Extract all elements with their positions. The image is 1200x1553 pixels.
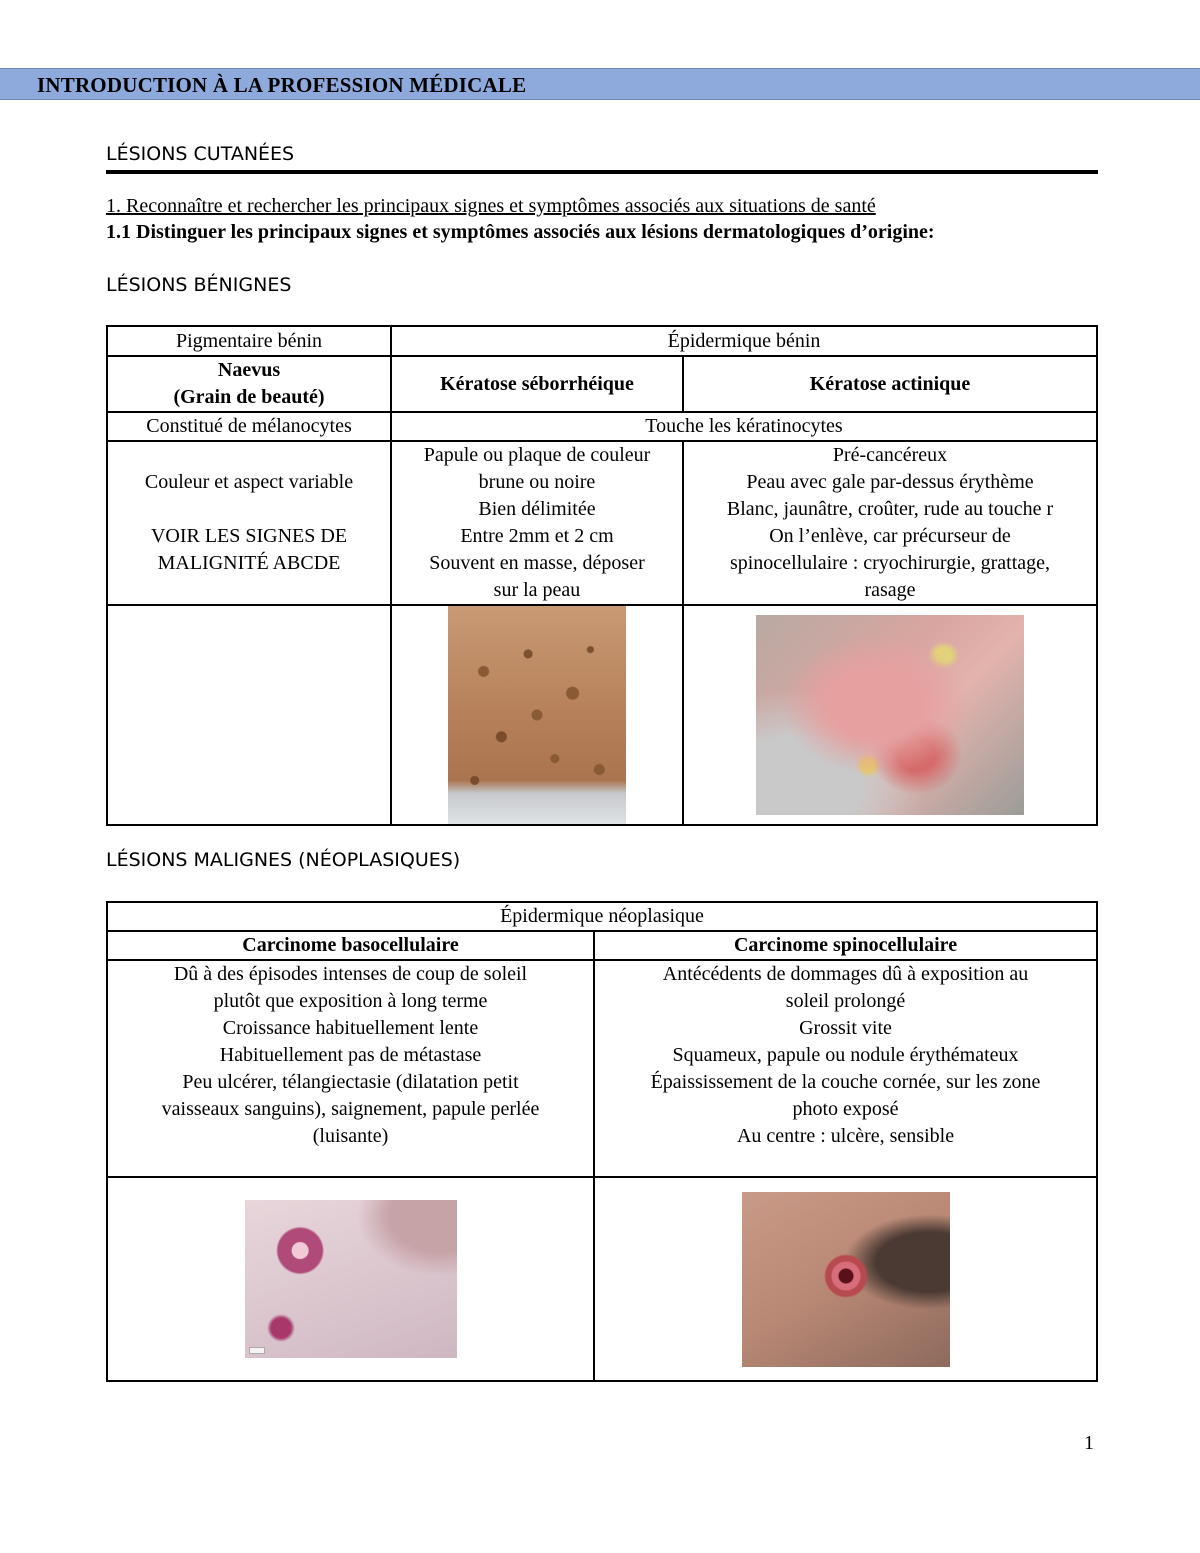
squamous-cell-carcinoma-description	[594, 960, 1097, 1177]
desc-line: sur la peau	[493, 579, 581, 601]
naevus-title: Naevus	[217, 359, 281, 381]
table-row	[107, 902, 1097, 931]
naevus-header	[107, 356, 391, 412]
basal-cell-carcinoma-header: Carcinome basocellulaire	[107, 931, 594, 960]
page-number: 1	[1084, 1432, 1094, 1454]
table-row	[107, 605, 1097, 825]
seborrheic-keratosis-photo	[448, 606, 626, 824]
naevus-subtitle: (Grain de beauté)	[173, 386, 325, 408]
objective-subline: 1.1 Distinguer les principaux signes et symptômes associés aux lésions dermatologiques d’origine:	[106, 221, 935, 243]
naevus-photo-cell	[107, 605, 391, 825]
benign-lesions-table	[106, 325, 1098, 826]
table-row	[107, 412, 1097, 441]
desc-line: Papule ou plaque de couleur	[423, 444, 651, 466]
desc-line: Squameux, papule ou nodule érythémateux	[672, 1044, 1019, 1066]
desc-line: photo exposé	[792, 1098, 899, 1120]
table-row	[107, 960, 1097, 1177]
desc-line: Au centre : ulcère, sensible	[736, 1125, 955, 1147]
table-row	[107, 1177, 1097, 1381]
table-row	[107, 931, 1097, 960]
basal-cell-carcinoma-photo	[245, 1200, 457, 1358]
desc-line: brune ou noire	[478, 471, 596, 493]
desc-line: Blanc, jaunâtre, croûter, rude au touche r	[726, 498, 1054, 520]
epidermal-cell-type: Touche les kératinocytes	[391, 412, 1097, 441]
basal-cell-carcinoma-photo-cell	[107, 1177, 594, 1381]
actinic-keratosis-photo-cell	[683, 605, 1097, 825]
desc-line: rasage	[864, 579, 916, 601]
seborrheic-keratosis-header: Kératose séborrhéique	[391, 356, 683, 412]
group-header-neoplastic: Épidermique néoplasique	[107, 902, 1097, 931]
desc-line: Peau avec gale par-dessus érythème	[746, 471, 1034, 493]
desc-line: Pré-cancéreux	[832, 444, 948, 466]
desc-line: Bien délimitée	[478, 498, 596, 520]
section-divider	[106, 170, 1098, 174]
desc-line: Épaississement de la couche cornée, sur les zone	[650, 1071, 1041, 1093]
actinic-keratosis-photo	[756, 615, 1024, 815]
desc-line: Peu ulcérer, télangiectasie (dilatation petit	[182, 1071, 519, 1093]
group-header-epidermal: Épidermique bénin	[391, 326, 1097, 356]
desc-line: vaisseaux sanguins), saignement, papule perlée	[161, 1098, 540, 1120]
desc-line: On l’enlève, car précurseur de	[769, 525, 1011, 547]
desc-line: soleil prolongé	[785, 990, 906, 1012]
actinic-keratosis-description	[683, 441, 1097, 605]
squamous-cell-carcinoma-photo-cell	[594, 1177, 1097, 1381]
naevus-description	[107, 441, 391, 605]
scale-label	[249, 1347, 265, 1354]
table-row	[107, 356, 1097, 412]
objective-line: 1. Reconnaître et rechercher les principaux signes et symptômes associés aux situations de santé	[106, 195, 876, 217]
squamous-cell-carcinoma-photo	[742, 1192, 950, 1367]
table-row	[107, 441, 1097, 605]
seborrheic-keratosis-photo-cell	[391, 605, 683, 825]
desc-line: Grossit vite	[799, 1017, 892, 1039]
table-row	[107, 326, 1097, 356]
desc-line: Antécédents de dommages dû à exposition au	[662, 963, 1029, 985]
desc-line: Croissance habituellement lente	[222, 1017, 479, 1039]
desc-line	[112, 496, 386, 523]
desc-line: Dû à des épisodes intenses de coup de soleil	[173, 963, 528, 985]
squamous-cell-carcinoma-header: Carcinome spinocellulaire	[594, 931, 1097, 960]
desc-line: plutôt que exposition à long terme	[213, 990, 488, 1012]
malignant-lesions-table	[106, 901, 1098, 1382]
header-band	[0, 68, 1200, 100]
basal-cell-carcinoma-description	[107, 960, 594, 1177]
actinic-keratosis-header: Kératose actinique	[683, 356, 1097, 412]
desc-line: Entre 2mm et 2 cm	[460, 525, 614, 547]
naevus-cell-type: Constitué de mélanocytes	[107, 412, 391, 441]
desc-line: Couleur et aspect variable	[144, 471, 354, 493]
document-title: INTRODUCTION À LA PROFESSION MÉDICALE	[37, 73, 527, 97]
desc-line: VOIR LES SIGNES DE	[150, 525, 348, 547]
desc-line: (luisante)	[312, 1125, 389, 1147]
desc-line: Souvent en masse, déposer	[429, 552, 645, 574]
group-header-pigment: Pigmentaire bénin	[107, 326, 391, 356]
desc-line: spinocellulaire : cryochirurgie, grattage,	[729, 552, 1051, 574]
section-title: LÉSIONS CUTANÉES	[106, 143, 295, 165]
desc-line: Habituellement pas de métastase	[219, 1044, 482, 1066]
benign-heading: LÉSIONS BÉNIGNES	[106, 274, 292, 296]
malignant-heading: LÉSIONS MALIGNES (NÉOPLASIQUES)	[106, 849, 461, 871]
seborrheic-keratosis-description	[391, 441, 683, 605]
desc-line: MALIGNITÉ ABCDE	[157, 552, 341, 574]
